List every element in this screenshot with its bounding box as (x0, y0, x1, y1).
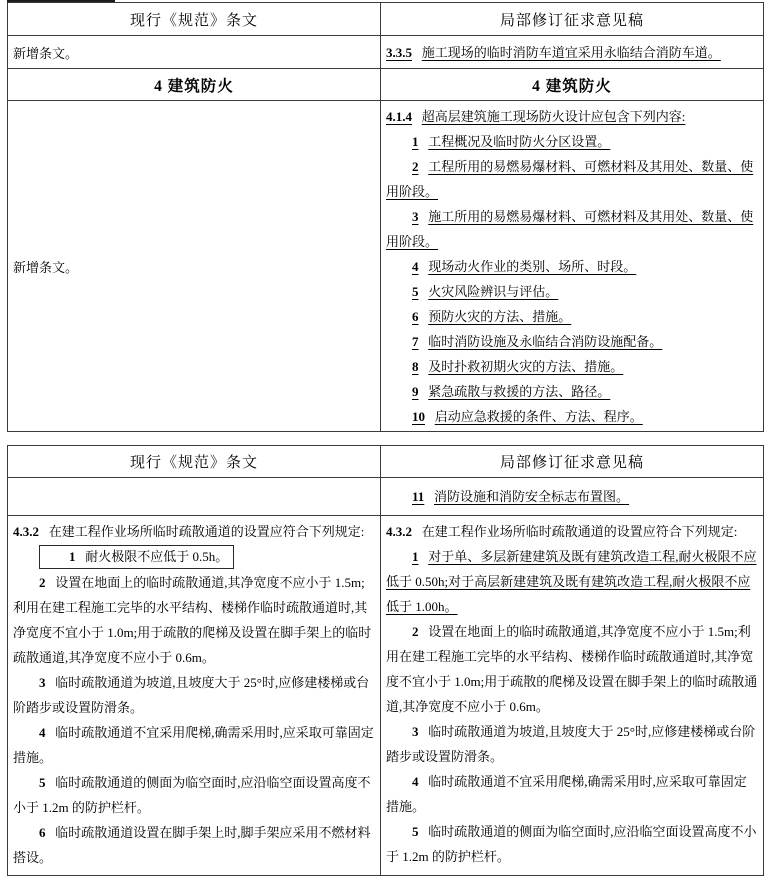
item-number: 6 (39, 825, 46, 840)
t1-row-335 (8, 36, 764, 69)
item-text: 临时消防设施及永临结合消防设施配备。 (428, 334, 663, 349)
item-number: 5 (412, 824, 419, 839)
clause-text: 在建工程作业场所临时疏散通道的设置应符合下列规定: (48, 524, 365, 539)
t1-header-current: 现行《规范》条文 (8, 3, 381, 36)
clause-number: 4.3.2 (13, 524, 39, 539)
clause-4-3-2-revised (386, 519, 758, 544)
revised-item-1 (386, 544, 758, 619)
item-number: 1 (412, 549, 419, 564)
revised-item-4 (386, 769, 758, 819)
item-number: 3 (412, 724, 419, 739)
item-number: 2 (412, 159, 419, 174)
t2-432-left-cell (8, 516, 381, 876)
clause-4-3-2-current (13, 519, 375, 544)
t2-11-right-cell (381, 478, 764, 516)
t1-414-left-cell: 新增条文。 (8, 101, 381, 432)
clause-number: 4.3.2 (386, 524, 412, 539)
t1-chapter-left: 4 建筑防火 (8, 69, 381, 101)
deleted-item-1 (13, 544, 375, 570)
item-number: 9 (412, 384, 419, 399)
t2-header-revision: 局部修订征求意见稿 (381, 446, 764, 478)
clause-item-9 (386, 379, 758, 404)
item-text: 设置在地面上的临时疏散通道,其净宽度不应小于 1.5m;利用在建工程施工完毕的水平结构、楼梯作临时疏散通道时,其净宽度不宜小于 1.0m;用于疏散的爬梯及设置在脚手架上的临时疏散通道,其净宽度不应小于 0.6m。 (13, 575, 372, 665)
t2-432-right-cell (381, 516, 764, 876)
t1-335-right-cell (381, 36, 764, 69)
item-text: 临时疏散通道不宜采用爬梯,确需采用时,应采取可靠固定措施。 (13, 725, 374, 765)
current-item-3 (13, 670, 375, 720)
comparison-table-2 (7, 445, 764, 876)
item-text: 对于单、多层新建建筑及既有建筑改造工程,耐火极限不应低于 0.50h;对于高层新建建筑及既有建筑改造工程,耐火极限不应低于 1.00h。 (386, 549, 757, 614)
clause-item-3 (386, 204, 758, 254)
item-text: 火灾风险辨识与评估。 (428, 284, 559, 299)
clause-item-2 (386, 154, 758, 204)
t1-header-revision: 局部修订征求意见稿 (381, 3, 764, 36)
item-text: 耐火极限不应低于 0.5h。 (85, 549, 229, 564)
revised-item-5 (386, 819, 758, 869)
t2-row-11 (8, 478, 764, 516)
item-number: 8 (412, 359, 419, 374)
clause-text: 施工现场的临时消防车道宜采用永临结合消防车道。 (421, 44, 721, 60)
item-text: 临时疏散通道为坡道,且坡度大于 25°时,应修建楼梯或台阶踏步或设置防滑条。 (13, 675, 370, 715)
clause-item-10 (386, 404, 758, 429)
clause-4-1-4 (386, 104, 758, 129)
item-text: 临时疏散通道的侧面为临空面时,应沿临空面设置高度不小于 1.2m 的防护栏杆。 (386, 824, 757, 864)
current-item-6 (13, 820, 375, 870)
item-text: 及时扑救初期火灾的方法、措施。 (428, 359, 624, 374)
item-number: 6 (412, 309, 419, 324)
item-number: 11 (412, 489, 425, 504)
item-text: 预防火灾的方法、措施。 (428, 309, 572, 324)
item-number: 4 (412, 259, 419, 274)
deletion-box (39, 545, 234, 569)
item-number: 5 (412, 284, 419, 299)
clause-number: 3.3.5 (386, 44, 412, 60)
clause-item-4 (386, 254, 758, 279)
item-text: 工程概况及临时防火分区设置。 (428, 134, 611, 149)
item-number: 3 (412, 209, 419, 224)
t2-header-current: 现行《规范》条文 (8, 446, 381, 478)
t1-chapter-row (8, 69, 764, 101)
revised-item-3 (386, 719, 758, 769)
item-text: 施工所用的易燃易爆材料、可燃材料及其用处、数量、使用阶段。 (386, 209, 754, 249)
item-number: 1 (412, 134, 419, 149)
item-number: 4 (412, 774, 419, 789)
item-number: 10 (412, 409, 425, 424)
comparison-table-1 (7, 2, 764, 432)
item-number: 3 (39, 675, 46, 690)
item-text: 紧急疏散与救援的方法、路径。 (428, 384, 611, 399)
t1-header-row (8, 3, 764, 36)
t2-row-432 (8, 516, 764, 876)
item-text: 临时疏散通道设置在脚手架上时,脚手架应采用不燃材料搭设。 (13, 825, 371, 865)
item-number: 2 (39, 575, 46, 590)
item-number: 1 (69, 549, 76, 564)
revised-item-2 (386, 619, 758, 719)
item-text: 工程所用的易燃易爆材料、可燃材料及其用处、数量、使用阶段。 (386, 159, 754, 199)
clause-item-5 (386, 279, 758, 304)
clause-item-6 (386, 304, 758, 329)
item-text: 现场动火作业的类别、场所、时段。 (428, 259, 637, 274)
clause-item-1 (386, 129, 758, 154)
item-text: 临时疏散通道不宜采用爬梯,确需采用时,应采取可靠固定措施。 (386, 774, 747, 814)
clause-text: 在建工程作业场所临时疏散通道的设置应符合下列规定: (421, 524, 738, 539)
item-text: 启动应急救援的条件、方法、程序。 (434, 409, 643, 424)
clause-item-8 (386, 354, 758, 379)
item-text: 设置在地面上的临时疏散通道,其净宽度不应小于 1.5m;利用在建工程施工完毕的水平结构、楼梯作临时疏散通道时,其净宽度不宜小于 1.0m;用于疏散的爬梯及设置在脚手架上的临时疏散通道,其净宽度不应小于 0.6m。 (386, 624, 758, 714)
t1-row-414 (8, 101, 764, 432)
t1-chapter-right: 4 建筑防火 (381, 69, 764, 101)
t2-header-row (8, 446, 764, 478)
clause-number: 4.1.4 (386, 109, 412, 124)
item-number: 4 (39, 725, 46, 740)
current-item-2 (13, 570, 375, 670)
item-text: 临时疏散通道的侧面为临空面时,应沿临空面设置高度不小于 1.2m 的防护栏杆。 (13, 775, 371, 815)
current-item-4 (13, 720, 375, 770)
item-text: 临时疏散通道为坡道,且坡度大于 25°时,应修建楼梯或台阶踏步或设置防滑条。 (386, 724, 756, 764)
current-item-5 (13, 770, 375, 820)
t1-414-right-cell (381, 101, 764, 432)
clause-item-11 (386, 484, 758, 509)
t2-11-left-cell (8, 478, 381, 516)
t1-335-left-cell: 新增条文。 (8, 36, 381, 69)
item-number: 2 (412, 624, 419, 639)
item-number: 5 (39, 775, 46, 790)
clause-text: 超高层建筑施工现场防火设计应包含下列内容: (421, 109, 686, 124)
item-text: 消防设施和消防安全标志布置图。 (434, 489, 630, 504)
item-number: 7 (412, 334, 419, 349)
clause-3-3-5 (386, 40, 758, 65)
clause-item-7 (386, 329, 758, 354)
